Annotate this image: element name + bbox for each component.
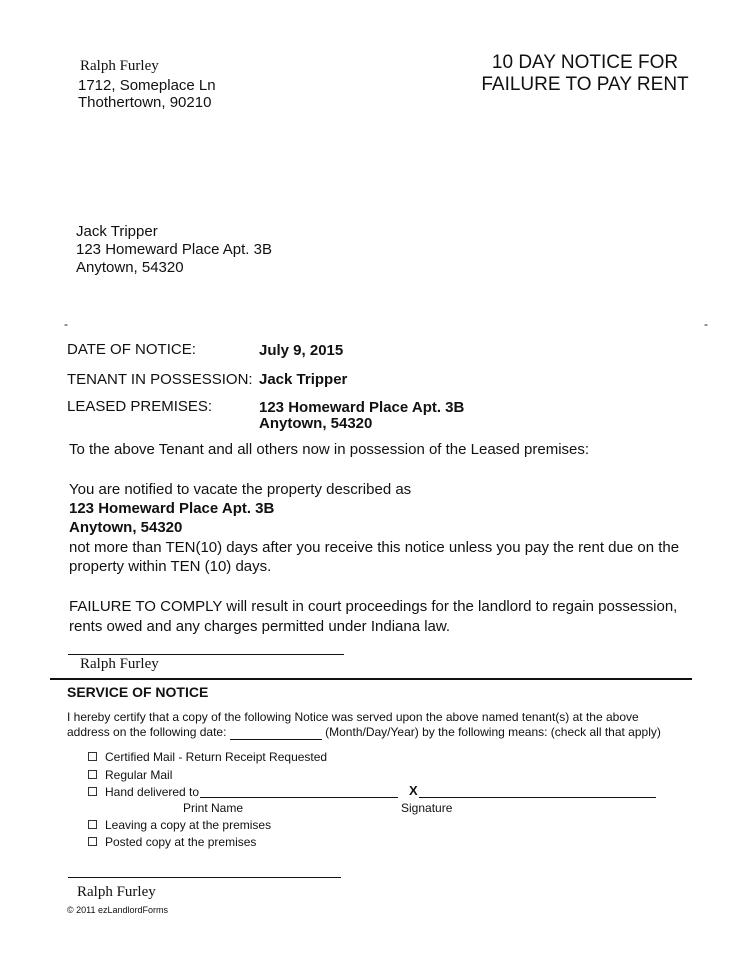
paragraph2-line1: FAILURE TO COMPLY will result in court proceedings for the landlord to regain possession, [69,598,678,615]
print-name-line[interactable] [200,797,398,798]
copyright: © 2011 ezLandlordForms [67,905,169,915]
signature-line-1 [68,654,344,655]
hand-delivered-label: Hand delivered to [105,785,200,799]
property-line2: Anytown, 54320 [69,519,183,536]
notice-title-line1: 10 DAY NOTICE FOR [491,52,679,73]
x-mark: X [409,783,418,798]
signature-2: Ralph Furley [77,884,156,900]
paragraph1-line1: not more than TEN(10) days after you receive this notice unless you pay the rent due on the [69,539,680,556]
certified-mail-checkbox[interactable] [88,752,97,761]
hand-delivered-checkbox[interactable] [88,787,97,796]
fold-mark-right: - [704,317,708,331]
signature-line[interactable] [419,797,656,798]
intro-text: To the above Tenant and all others now in possession of the Leased premises: [69,441,590,458]
leased-premises-label: LEASED PREMISES: [67,398,213,415]
regular-mail-checkbox[interactable] [88,770,97,779]
certify-line2 [67,725,661,740]
paragraph1-line2: property within TEN (10) days. [69,558,272,575]
tenant-address-line1: 123 Homeward Place Apt. 3B [76,241,272,258]
option-regular-mail[interactable] [88,768,172,783]
date-of-notice-value: July 9, 2015 [259,342,344,359]
leased-premises-value-line2: Anytown, 54320 [259,415,373,432]
certify-line1: I hereby certify that a copy of the following Notice was served upon the above named tenant(s) at the above [67,710,639,724]
leaving-copy-label: Leaving a copy at the premises [105,818,272,832]
certify-line2-end: (Month/Day/Year) by the following means: (check all that apply) [325,725,661,739]
signature-line-2 [68,877,341,878]
certified-mail-label: Certified Mail - Return Receipt Requested [105,750,328,764]
posted-copy-label: Posted copy at the premises [105,835,257,849]
regular-mail-label: Regular Mail [105,768,173,782]
section-divider [50,678,692,680]
posted-copy-checkbox[interactable] [88,837,97,846]
option-leaving-copy[interactable] [88,818,271,833]
certify-line2-start: address on the following date: [67,725,227,739]
option-certified-mail[interactable] [88,750,327,765]
landlord-address-line2: Thothertown, 90210 [78,94,212,111]
tenant-in-possession-value: Jack Tripper [259,371,348,388]
paragraph2-line2: rents owed and any charges permitted under Indiana law. [69,618,451,635]
notice-title [460,52,710,96]
fold-mark-left: - [64,317,68,331]
signature-label: Signature [401,801,453,815]
landlord-name: Ralph Furley [80,58,159,74]
signature-1: Ralph Furley [80,656,159,672]
landlord-address-line1: 1712, Someplace Ln [78,77,216,94]
date-of-notice-label: DATE OF NOTICE: [67,341,196,358]
property-line1: 123 Homeward Place Apt. 3B [69,500,275,517]
service-date-blank[interactable] [230,739,322,740]
leaving-copy-checkbox[interactable] [88,820,97,829]
option-posted-copy[interactable] [88,835,256,850]
service-heading: SERVICE OF NOTICE [67,684,209,700]
tenant-in-possession-label: TENANT IN POSSESSION: [67,371,253,388]
tenant-name: Jack Tripper [76,223,158,240]
notice-title-line2: FAILURE TO PAY RENT [481,74,689,95]
notify-text: You are notified to vacate the property described as [69,481,412,498]
tenant-address-line2: Anytown, 54320 [76,259,184,276]
leased-premises-value-line1: 123 Homeward Place Apt. 3B [259,399,465,416]
option-hand-delivered[interactable] [88,785,199,800]
print-name-label: Print Name [183,801,244,815]
